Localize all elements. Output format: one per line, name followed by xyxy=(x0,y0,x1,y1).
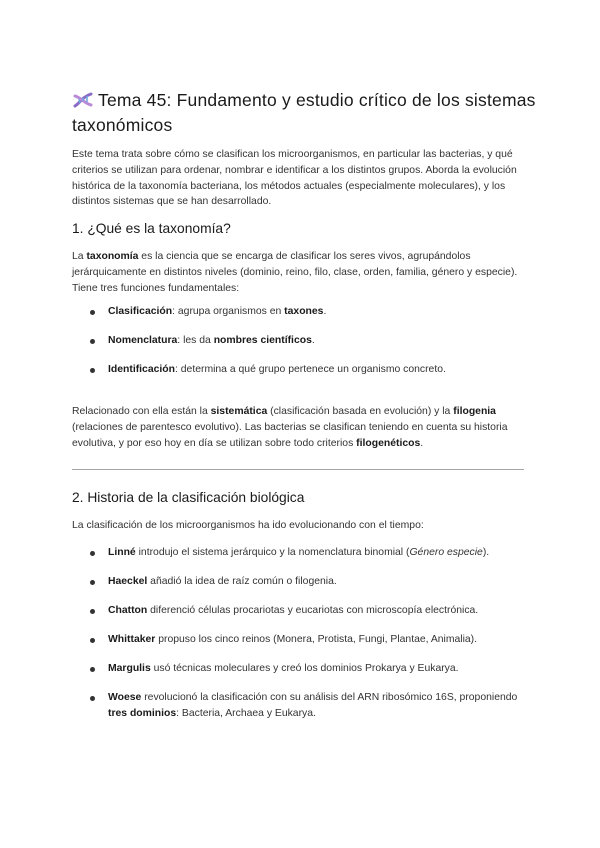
bullet-icon xyxy=(90,368,95,373)
list-item: Nomenclatura: les da nombres científicos. xyxy=(108,333,528,349)
list-item: Margulis usó técnicas moleculares y creó los dominios Prokarya y Eukarya. xyxy=(108,661,528,677)
list-item: Linné introdujo el sistema jerárquico y la nomenclatura binomial (Género especie). xyxy=(108,545,528,561)
bullet-icon xyxy=(90,551,95,556)
list-item: Woese revolucionó la clasificación con su análisis del ARN ribosómico 16S, proponiendo tres dominios: Bacteria, Archaea y Eukarya. xyxy=(108,690,528,722)
bullet-icon xyxy=(90,339,95,344)
page-title xyxy=(72,88,542,138)
bullet-icon xyxy=(90,609,95,614)
section-1-heading: 1. ¿Qué es la taxonomía? xyxy=(72,221,231,236)
bullet-icon xyxy=(90,638,95,643)
list-item: Clasificación: agrupa organismos en taxones. xyxy=(108,304,528,320)
bullet-icon xyxy=(90,310,95,315)
list-item: Identificación: determina a qué grupo pertenece un organismo concreto. xyxy=(108,362,528,378)
section-2-heading: 2. Historia de la clasificación biológica xyxy=(72,490,305,505)
bullet-icon xyxy=(90,580,95,585)
list-item: Whittaker propuso los cinco reinos (Monera, Protista, Fungi, Plantae, Animalia). xyxy=(108,632,528,648)
page-title-text: Tema 45: Fundamento y estudio crítico de los sistemas taxonómicos xyxy=(72,90,536,135)
history-intro: La clasificación de los microorganismos ha ido evolucionando con el tiempo: xyxy=(72,520,424,531)
section-divider xyxy=(72,469,524,470)
intro-paragraph: Este tema trata sobre cómo se clasifican los microorganismos, en particular las bacterias, y qué criterios se utilizan para ordenar, nombrar e identificar a los distintos grupos. Aborda la evolución histórica de la taxonomía bacteriana, los métodos actuales (especialmente moleculares), y los distintos sistemas que se han desarrollado. xyxy=(72,149,517,208)
taxonomy-definition: La taxonomía es la ciencia que se encarga de clasificar los seres vivos, agrupándolos jerárquicamente en distintos niveles (dominio, reino, filo, clase, orden, familia, género y especie). Tiene tres funciones fundamentales: xyxy=(72,251,518,294)
systematics-paragraph: Relacionado con ella están la sistemática (clasificación basada en evolución) y la filogenia (relaciones de parentesco evolutivo). Las bacterias se clasifican teniendo en cuenta su historia evolutiva, y por eso hoy en día se utilizan sobre todo criterios filogenéticos. xyxy=(72,406,508,449)
bullet-icon xyxy=(90,667,95,672)
bullet-icon xyxy=(90,696,95,701)
list-item: Haeckel añadió la idea de raíz común o filogenia. xyxy=(108,574,528,590)
list-item: Chatton diferenció células procariotas y eucariotas con microscopía electrónica. xyxy=(108,603,528,619)
dna-icon xyxy=(72,91,94,109)
